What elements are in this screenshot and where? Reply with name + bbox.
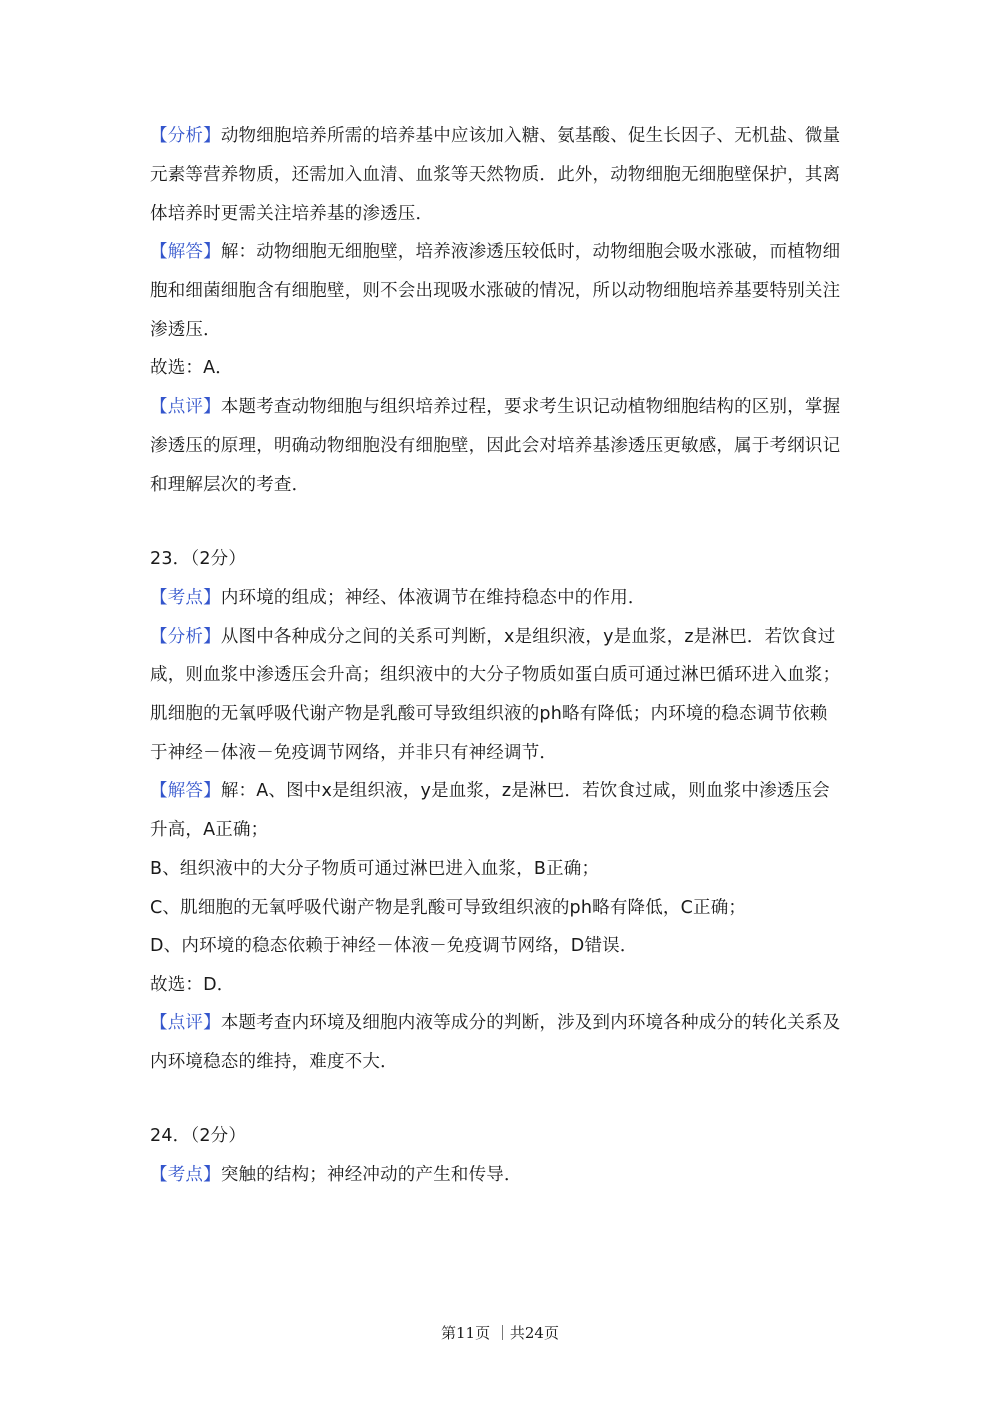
q22-analysis-line-3: 体培养时更需关注培养基的渗透压．: [150, 204, 434, 224]
q23-comment-line-2: 内环境稳态的维持，难度不大．: [150, 1052, 398, 1072]
q22-comment-line-2: 渗透压的原理，明确动物细胞没有细胞壁，因此会对培养基渗透压更敏感，属于考纲识记: [150, 436, 841, 456]
q22-solution-line-1: 【解答】解：动物细胞无细胞壁，培养液渗透压较低时，动物细胞会吸水涨破，而植物细: [150, 242, 841, 262]
q22-answer: 故选：A．: [150, 358, 233, 378]
q23-solution-line-2: 升高，A正确；: [150, 820, 269, 840]
q23-solution-line-4: C、肌细胞的无氧呼吸代谢产物是乳酸可导致组织液的ph略有降低，C正确；: [150, 898, 747, 918]
q22-comment-line-3: 和理解层次的考查．: [150, 475, 310, 495]
q23-analysis-line-4: 于神经－体液－免疫调节网络，并非只有神经调节．: [150, 743, 558, 763]
q23-title: 23．（2分）: [150, 549, 247, 569]
page-footer: 第11页 ｜共24页: [441, 1324, 559, 1342]
q23-solution-line-1: 【解答】解：A、图中x是组织液，y是血浆，z是淋巴．若饮食过咸，则血浆中渗透压会: [150, 781, 830, 801]
q23-answer: 故选：D．: [150, 975, 235, 995]
comment-tag: 【点评】: [150, 1013, 221, 1033]
q22-analysis-line-2: 元素等营养物质，还需加入血清、血浆等天然物质．此外，动物细胞无细胞壁保护，其离: [150, 165, 841, 185]
q22-solution-line-3: 渗透压．: [150, 320, 221, 340]
q23-analysis-line-2: 咸，则血浆中渗透压会升高；组织液中的大分子物质如蛋白质可通过淋巴循环进入血浆；: [150, 665, 841, 685]
q22-comment-line-1: 【点评】本题考查动物细胞与组织培养过程，要求考生识记动植物细胞结构的区别，掌握: [150, 397, 841, 417]
solution-tag: 【解答】: [150, 781, 221, 801]
q23-keypoint: 【考点】内环境的组成；神经、体液调节在维持稳态中的作用．: [150, 588, 646, 608]
comment-tag: 【点评】: [150, 397, 221, 417]
keypoint-tag: 【考点】: [150, 588, 221, 608]
q22-solution-line-2: 胞和细菌细胞含有细胞壁，则不会出现吸水涨破的情况，所以动物细胞培养基要特别关注: [150, 281, 841, 301]
solution-tag: 【解答】: [150, 242, 221, 262]
q23-solution-line-3: B、组织液中的大分子物质可通过淋巴进入血浆，B正确；: [150, 859, 600, 879]
q24-title: 24．（2分）: [150, 1126, 247, 1146]
analysis-tag: 【分析】: [150, 126, 221, 146]
q23-analysis-line-1: 【分析】从图中各种成分之间的关系可判断，x是组织液，y是血浆，z是淋巴．若饮食过: [150, 627, 836, 647]
analysis-tag: 【分析】: [150, 627, 221, 647]
q23-solution-line-5: D、内环境的稳态依赖于神经－体液－免疫调节网络，D错误．: [150, 936, 638, 956]
q23-comment-line-1: 【点评】本题考查内环境及细胞内液等成分的判断，涉及到内环境各种成分的转化关系及: [150, 1013, 841, 1033]
keypoint-tag: 【考点】: [150, 1165, 221, 1185]
q24-keypoint: 【考点】突触的结构；神经冲动的产生和传导．: [150, 1165, 522, 1185]
q22-analysis-line-1: 【分析】动物细胞培养所需的培养基中应该加入糖、氨基酸、促生长因子、无机盐、微量: [150, 126, 841, 146]
q23-analysis-line-3: 肌细胞的无氧呼吸代谢产物是乳酸可导致组织液的ph略有降低；内环境的稳态调节依赖: [150, 704, 828, 724]
